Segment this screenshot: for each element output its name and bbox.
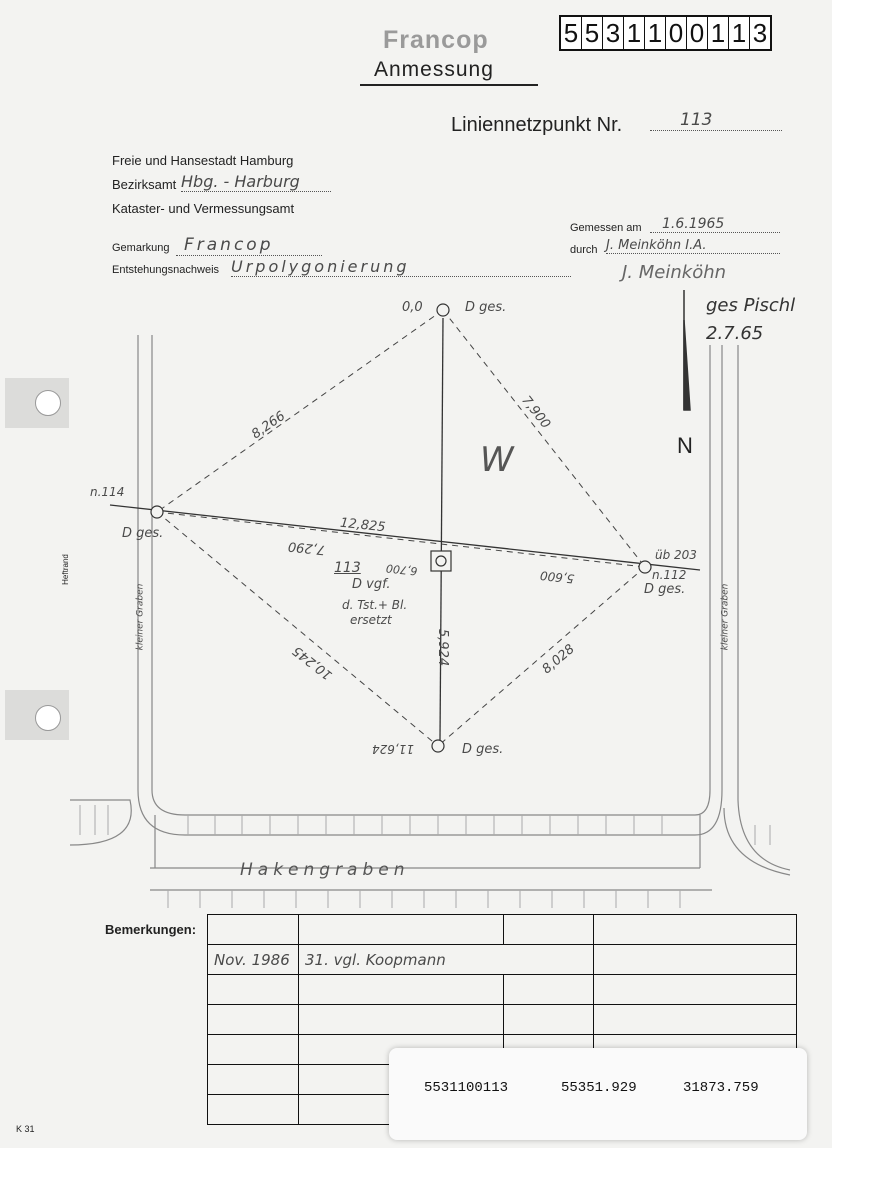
remarks-label: Bemerkungen: [105,922,197,937]
id-digit: 1 [645,17,666,49]
dist-left-right: 12,825 [339,515,387,536]
right-point-status: D ges. [644,582,686,597]
left-point-id: n.114 [90,485,125,499]
point-center [436,556,446,566]
top-point-status: D ges. [465,300,507,315]
id-digit: 1 [624,17,645,49]
measured-date-label: Gemessen am [570,222,642,234]
id-digit: 0 [666,17,687,49]
authority-line-1: Freie und Hansestadt Hamburg [112,153,294,168]
coordinate-label [389,1048,807,1140]
form-code: K 31 [16,1124,35,1134]
measurement-lines [157,310,645,746]
ditch-right-label: kleiner Graben [720,583,731,651]
center-point-status: D vgf. [352,577,391,592]
ditch-bottom-label: Hakengraben [240,860,410,880]
ditch-lines [70,335,790,890]
table-row [208,1005,797,1035]
dist-top-left: 8,266 [249,408,289,443]
dist-center-measure: 6,700 [385,561,419,578]
table-row [208,945,797,975]
stamp-francop: Francop [383,26,489,54]
authority-line-2-value: Hbg. - Harburg [181,172,331,192]
top-point-measure: 0,0 [402,300,423,315]
north-arrow [684,290,690,410]
dist-bottom-right: 8,028 [539,641,578,678]
surveyor-signature: J. Meinköhn [622,262,727,283]
authority-line-2-label: Bezirksamt [112,177,177,192]
bottom-point-measure: 11,624 [372,742,414,756]
gemarkung-label: Gemarkung [112,242,170,254]
origin-record-label: Entstehungsnachweis [112,264,220,276]
point-number-label: Liniennetzpunkt Nr. [451,114,623,136]
binding-margin-label: Heftrand [60,554,70,585]
dist-left-center: 7,290 [287,538,326,557]
table-row [208,975,797,1005]
survey-points [151,304,651,752]
table-row [208,915,797,945]
point-bottom [432,740,444,752]
origin-record-value: Urpolygonierung [231,257,571,277]
dist-bottom-left: 10,245 [290,642,336,683]
west-mark: W [480,440,514,480]
main-lines [110,318,700,740]
id-digit: 3 [603,17,624,49]
point-left [151,506,163,518]
coordinate-y: 31873.759 [683,1080,759,1096]
center-note-1: d. Tst.+ Bl. [342,598,408,612]
point-right [639,561,651,573]
north-label: N [677,433,693,458]
center-point-number: 113 [334,560,361,576]
id-digit: 1 [708,17,729,49]
right-point-top-label: üb 203 [655,548,697,562]
dist-vertical: 5,924 [435,628,451,667]
check-signature: ges Pischl 2.7.65 [706,295,796,344]
right-point-id: n.112 [652,568,687,582]
remark-text: 31. vgl. Koopmann [299,945,594,975]
coordinate-x: 55351.929 [561,1080,637,1096]
remark-date: Nov. 1986 [208,945,299,975]
measured-date-value: 1.6.1965 [650,216,780,233]
center-note-2: ersetzt [350,613,392,627]
bottom-point-status: D ges. [462,742,504,757]
id-digit: 5 [561,17,582,49]
dist-top-right: 7,900 [518,393,553,432]
coordinate-id: 5531100113 [424,1080,509,1096]
ditch-hatching [80,805,770,908]
id-digit: 1 [729,17,750,49]
id-digit: 0 [687,17,708,49]
id-digit: 3 [752,18,768,48]
left-point-status: D ges. [122,526,164,541]
page-title: Anmessung [374,58,494,81]
authority-line-3: Kataster- und Vermessungsamt [112,201,295,216]
point-number-value: 113 [650,110,782,131]
dist-right-center: 5,600 [539,568,575,586]
id-digit: 5 [582,17,603,49]
measured-by-label: durch [570,244,598,256]
gemarkung-value: Francop [176,235,322,256]
ditch-left-label: kleiner Graben [135,583,146,651]
measured-by-value: J. Meinköhn I.A. [606,238,780,254]
point-top [437,304,449,316]
